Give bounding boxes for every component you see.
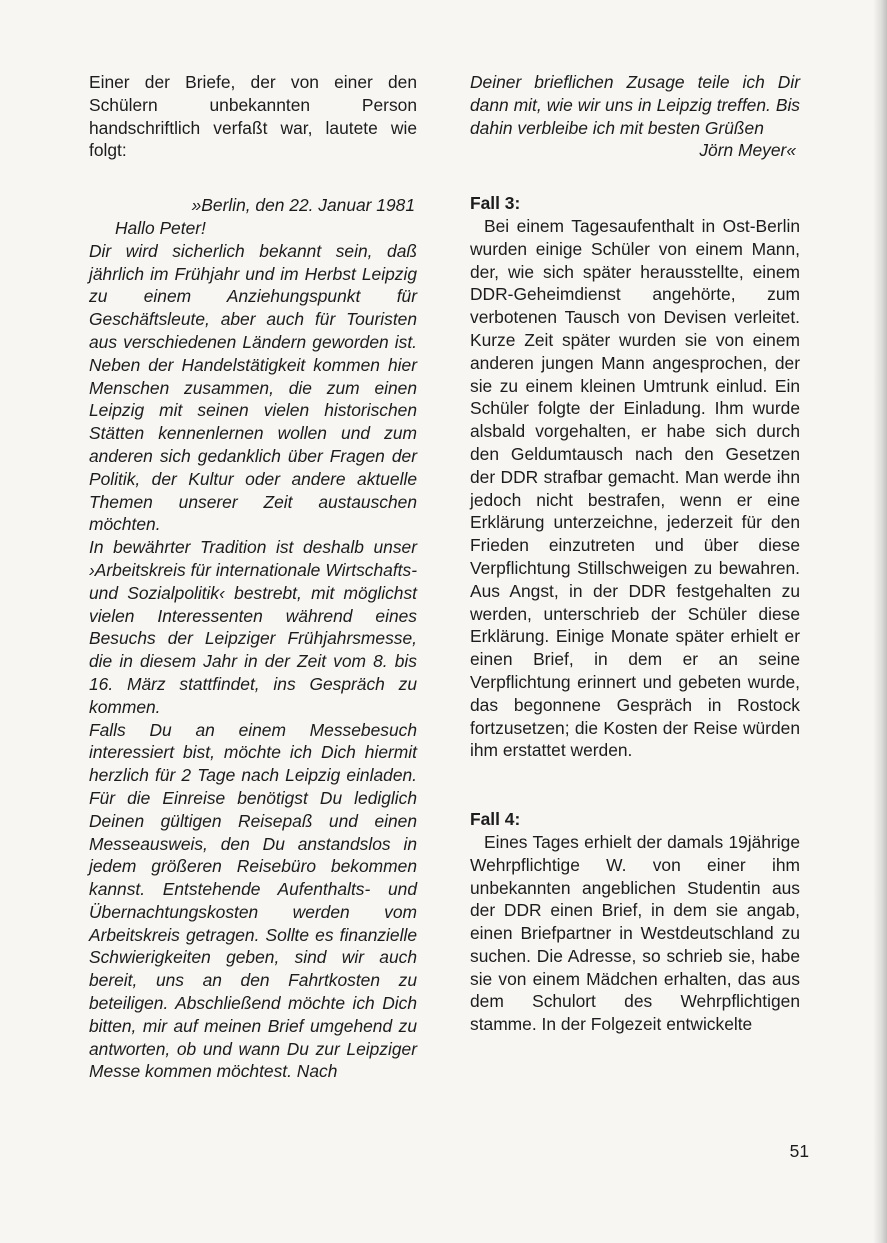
letter-salutation: Hallo Peter! [115, 217, 206, 238]
letter-paragraph-3: Falls Du an einem Messebesuch interessiert bist, möchte ich Dich hiermit herzlich für 2 Tage nach Leipzig einladen. Für die Einreise benötigst Du lediglich Deinen gültigen Reisepaß und einen Messeausweis, den Du anstandslos in jedem größeren Reisebüro bekommen kannst. Entstehende Aufenthalts- und Übernachtungskosten werden vom Arbeitskreis getragen. Sollte es finanzielle Schwierigkeiten geben, sind wir auch bereit, uns an den Fahrtkosten zu beteiligen. Abschließend möchte ich Dich bitten, mir auf meinen Brief umgehend zu antworten, ob und wann Du zur Leipziger Messe kommen möchtest. Nach [89, 719, 417, 1082]
page-edge-shadow [873, 0, 887, 1243]
letter-dateline: »Berlin, den 22. Januar 1981 [191, 195, 415, 216]
case-3-paragraph: Bei einem Tagesaufenthalt in Ost-Berlin wurden einige Schüler von einem Mann, der, wie sich später herausstellte, einem DDR-Geheimdienst angehörte, zum verbotenen Tausch von Devisen verleitet. Kurze Zeit später wurden sie von einem anderen jungen Mann angesprochen, der sie zu einem kleinen Umtrunk einlud. Ein Schüler folgte der Einladung. Ihm wurde alsbald vorgehalten, er habe sich durch den Geldumtausch nach den Gesetzen der DDR strafbar gemacht. Man werde ihn jedoch nicht bestrafen, wenn er eine Erklärung unterzeichne, jederzeit für den Frieden einzutreten und über diese Verpflichtung Stillschweigen zu bewahren. Aus Angst, in der DDR festgehalten zu werden, unterschrieb der Schüler diese Erklärung. Einige Monate später erhielt er einen Brief, in dem er an seine Verpflichtung erinnert und gebeten wurde, das begonnene Gespräch in Rostock fortzusetzen; die Kosten der Reise würden ihm erstattet werden. [470, 215, 800, 761]
case-4-paragraph: Eines Tages erhielt der damals 19jährige Wehrpflichtige W. von einer ihm unbekannten angeblichen Studentin aus der DDR einen Brief, in dem sie angab, einen Briefpartner in Westdeutschland zu suchen. Die Adresse, so schrieb sie, habe sie von einem Mädchen erhalten, das aus dem Schulort des Wehrpflichtigen stamme. In der Folgezeit entwickelte [470, 831, 800, 1035]
letter-paragraph-2: In bewährter Tradition ist deshalb unser ›Arbeitskreis für internationale Wirtschafts- und Sozialpolitik‹ bestrebt, mit möglichst vielen Interessenten während eines Besuchs der Leipziger Frühjahrsmesse, die in diesem Jahr in der Zeit vom 8. bis 16. März stattfindet, ins Gespräch zu kommen. [89, 537, 417, 717]
case-3-heading: Fall 3: [470, 193, 521, 214]
letter-paragraph-1: Dir wird sicherlich bekannt sein, daß jährlich im Frühjahr und im Herbst Leipzig zu einem Anziehungspunkt für Geschäftsleute, aber auch für Touristen aus verschiedenen Ländern geworden ist. Neben der Handelstätigkeit kommen hier Menschen zusammen, die zum einen Leipzig mit seinen vielen historischen Stätten kennenlernen wollen und zum anderen sich gedanklich über Fragen der Politik, der Kultur oder andere aktuelle Themen unserer Zeit austauschen möchten. [89, 240, 417, 535]
case-4-heading: Fall 4: [470, 809, 521, 830]
letter-continuation: Deiner brieflichen Zusage teile ich Dir dann mit, wie wir uns in Leipzig treffen. Bis dahin verbleibe ich mit besten Grüßen [470, 72, 800, 138]
left-column [89, 71, 417, 1083]
page-number: 51 [789, 1141, 809, 1161]
intro-paragraph: Einer der Briefe, der von einer den Schülern unbekannten Person handschriftlich verfaßt war, lautete wie folgt: [89, 72, 417, 161]
right-column [470, 71, 800, 1036]
letter-signature: Jörn Meyer« [699, 140, 796, 161]
